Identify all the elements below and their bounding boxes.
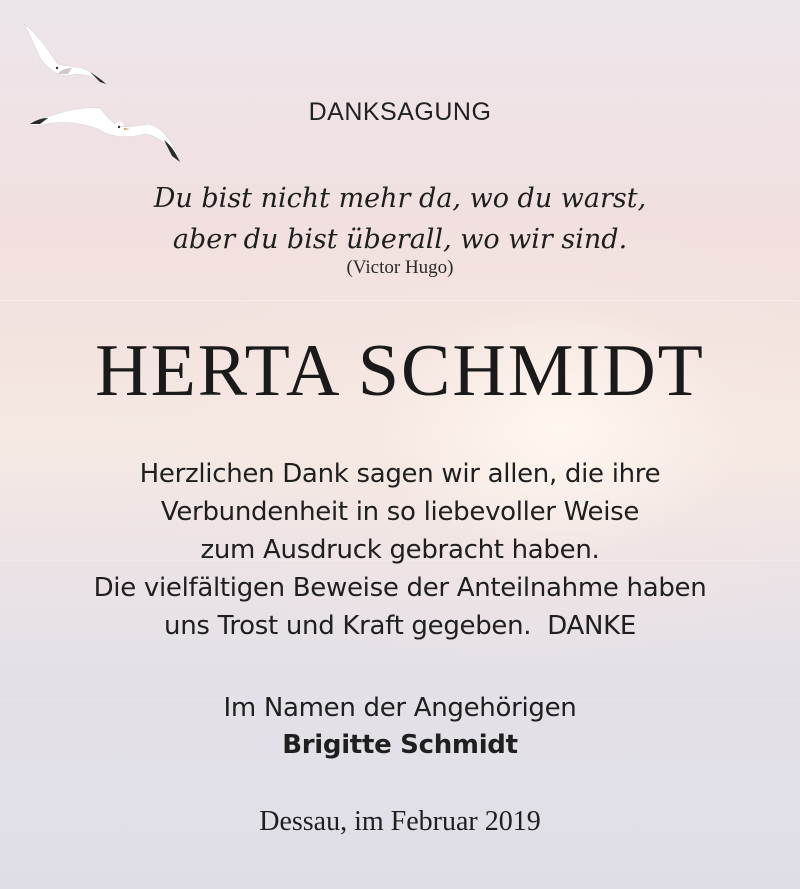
- notice-heading: DANKSAGUNG: [308, 98, 492, 126]
- message-line: Herzlichen Dank sagen wir allen, die ihre: [139, 459, 661, 489]
- quote: [0, 178, 800, 260]
- signer-name: Brigitte Schmidt: [282, 730, 518, 760]
- quote-line: aber du bist überall, wo wir sind.: [172, 224, 628, 255]
- message-line: uns Trost und Kraft gegeben. DANKE: [164, 611, 636, 641]
- message-line: Die vielfältigen Beweise der Anteilnahme haben: [93, 573, 707, 603]
- horizon-line: [0, 300, 800, 301]
- message-line: zum Ausdruck gebracht haben.: [200, 535, 600, 565]
- signoff: [0, 690, 800, 764]
- place-date: Dessau, im Februar 2019: [259, 806, 541, 837]
- signoff-intro: Im Namen der Angehörigen: [223, 693, 577, 723]
- thank-you-message: [0, 455, 800, 645]
- seagull-icon: [20, 20, 110, 90]
- quote-line: Du bist nicht mehr da, wo du warst,: [153, 183, 647, 214]
- message-line: Verbundenheit in so liebevoller Weise: [160, 497, 640, 527]
- quote-author: (Victor Hugo): [346, 257, 454, 278]
- deceased-name: HERTA SCHMIDT: [95, 330, 705, 412]
